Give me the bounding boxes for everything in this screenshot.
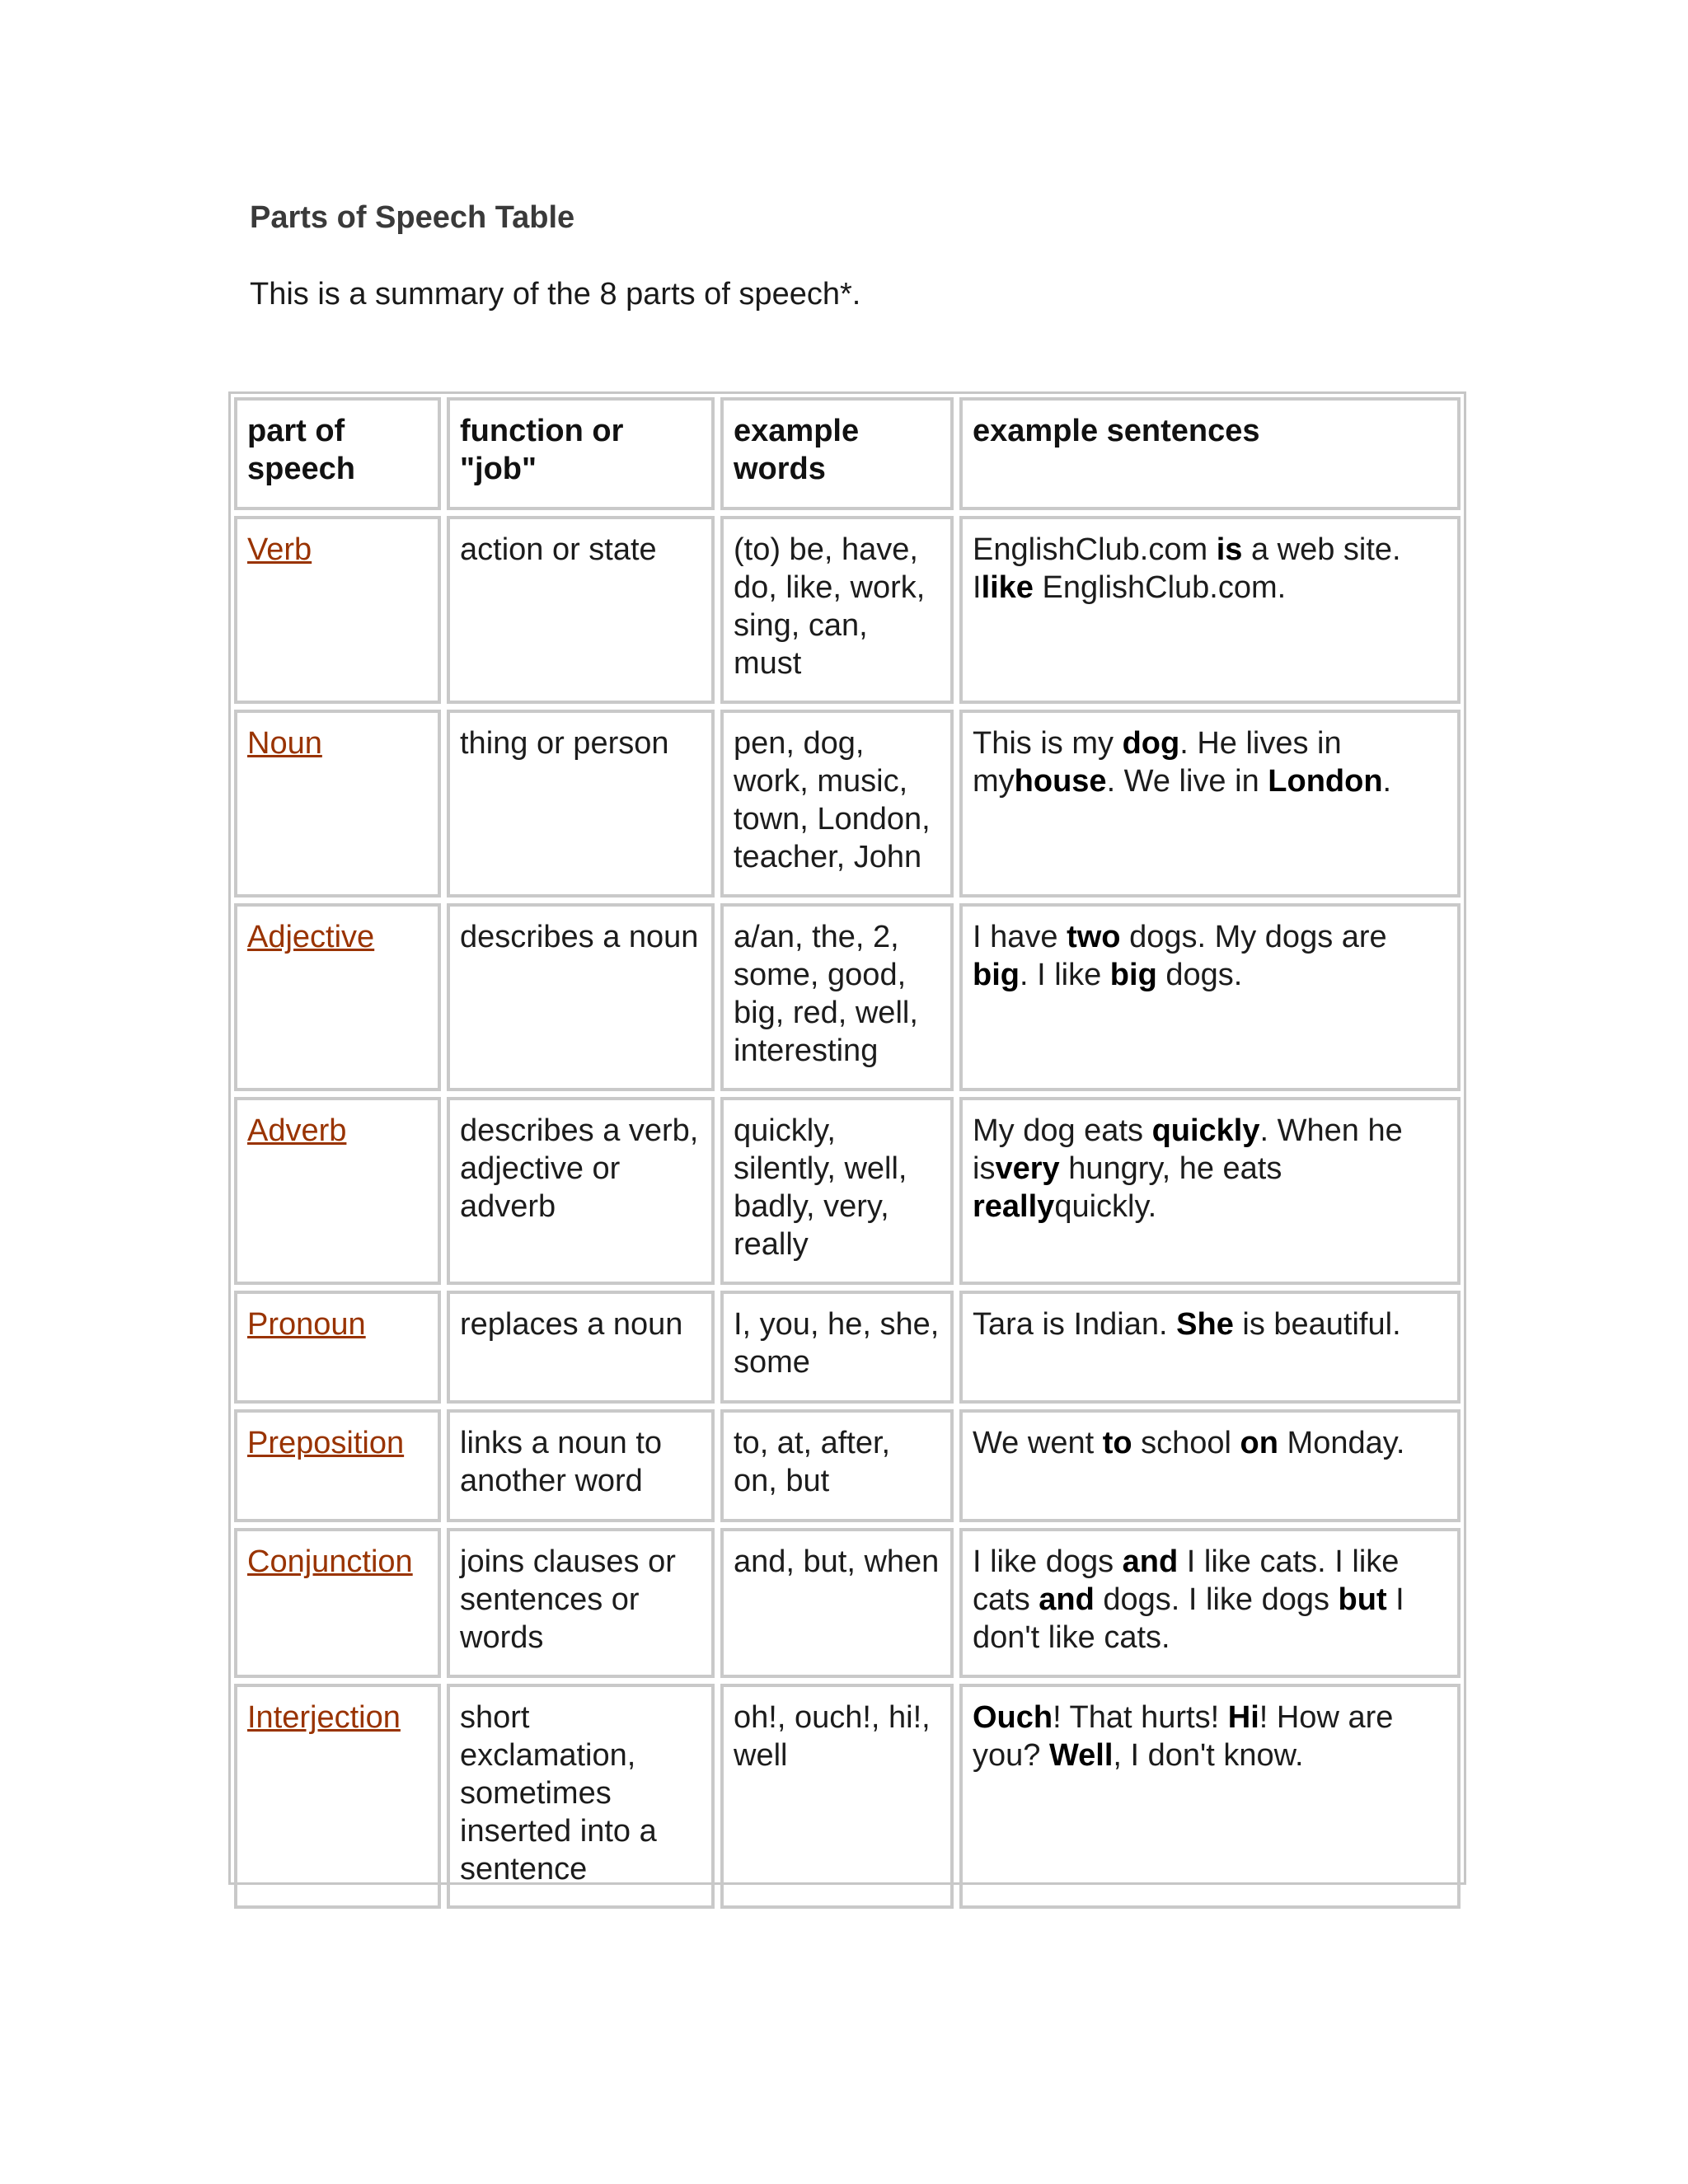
part-of-speech-link[interactable]: Adverb bbox=[247, 1113, 347, 1148]
parts-of-speech-table bbox=[228, 391, 1466, 1915]
example-words-cell: quickly, silently, well, badly, very, really bbox=[720, 1097, 954, 1285]
highlighted-word: and bbox=[1122, 1544, 1179, 1579]
highlighted-word: big bbox=[973, 958, 1020, 992]
part-of-speech-link[interactable]: Interjection bbox=[247, 1700, 401, 1735]
highlighted-word: but bbox=[1338, 1582, 1387, 1617]
sentence-text: . When he is bbox=[973, 1113, 1403, 1186]
example-words-cell: (to) be, have, do, like, work, sing, can, must bbox=[720, 516, 954, 704]
part-of-speech-cell bbox=[234, 516, 441, 704]
part-of-speech-link[interactable]: Conjunction bbox=[247, 1544, 413, 1579]
header-function: function or "job" bbox=[447, 397, 715, 510]
sentence-text: EnglishClub.com bbox=[973, 532, 1217, 567]
function-cell: short exclamation, sometimes inserted into a sentence bbox=[447, 1684, 715, 1909]
highlighted-word: Ouch bbox=[973, 1700, 1053, 1735]
highlighted-word: really bbox=[973, 1189, 1055, 1224]
sentence-text: My dog eats bbox=[973, 1113, 1152, 1148]
part-of-speech-cell bbox=[234, 1528, 441, 1678]
highlighted-word: two bbox=[1067, 920, 1121, 954]
example-sentences-cell bbox=[959, 1291, 1461, 1404]
part-of-speech-cell bbox=[234, 1097, 441, 1285]
example-words-cell: and, but, when bbox=[720, 1528, 954, 1678]
sentence-text: ! That hurts! bbox=[1053, 1700, 1228, 1735]
table-header-row bbox=[234, 397, 1461, 510]
part-of-speech-cell bbox=[234, 710, 441, 898]
example-sentences-cell bbox=[959, 1097, 1461, 1285]
sentence-text: school bbox=[1132, 1426, 1240, 1460]
highlighted-word: dog bbox=[1122, 726, 1180, 761]
sentence-text: , I don't know. bbox=[1113, 1738, 1304, 1773]
part-of-speech-link[interactable]: Preposition bbox=[247, 1426, 405, 1460]
sentence-text: I like cats. I like cats bbox=[973, 1544, 1400, 1617]
part-of-speech-cell bbox=[234, 1291, 441, 1404]
highlighted-word: Well bbox=[1048, 1738, 1114, 1773]
part-of-speech-link[interactable]: Verb bbox=[247, 532, 312, 567]
highlighted-word: and bbox=[1039, 1582, 1095, 1617]
table-row bbox=[234, 710, 1461, 898]
highlighted-word: like bbox=[981, 570, 1034, 605]
example-words-cell: I, you, he, she, some bbox=[720, 1291, 954, 1404]
part-of-speech-link[interactable]: Adjective bbox=[247, 920, 375, 954]
part-of-speech-link[interactable]: Pronoun bbox=[247, 1307, 366, 1342]
example-sentences-cell bbox=[959, 1409, 1461, 1522]
table-row bbox=[234, 516, 1461, 704]
example-words-cell: to, at, after, on, but bbox=[720, 1409, 954, 1522]
table-body bbox=[234, 516, 1461, 1909]
function-cell: thing or person bbox=[447, 710, 715, 898]
sentence-text: . I like bbox=[1019, 958, 1110, 992]
intro-text: This is a summary of the 8 parts of speech*. bbox=[250, 277, 861, 312]
sentence-text: I don't like cats. bbox=[973, 1582, 1404, 1655]
function-cell: describes a noun bbox=[447, 903, 715, 1091]
table-row bbox=[234, 1528, 1461, 1678]
highlighted-word: London bbox=[1268, 764, 1383, 799]
header-part-of-speech: part of speech bbox=[234, 397, 441, 510]
table-row bbox=[234, 1097, 1461, 1285]
sentence-text: dogs. bbox=[1156, 958, 1243, 992]
part-of-speech-cell bbox=[234, 1684, 441, 1909]
table-row bbox=[234, 1684, 1461, 1909]
sentence-text: Monday. bbox=[1278, 1426, 1405, 1460]
table-row bbox=[234, 1409, 1461, 1522]
highlighted-word: is bbox=[1216, 532, 1243, 567]
table-row bbox=[234, 1291, 1461, 1404]
example-sentences-cell bbox=[959, 903, 1461, 1091]
sentence-text: . We live in bbox=[1106, 764, 1268, 799]
function-cell: links a noun to another word bbox=[447, 1409, 715, 1522]
function-cell: action or state bbox=[447, 516, 715, 704]
highlighted-word: big bbox=[1109, 958, 1157, 992]
example-words-cell: pen, dog, work, music, town, London, teacher, John bbox=[720, 710, 954, 898]
parts-of-speech-table-frame bbox=[228, 391, 1466, 1885]
sentence-text: . He lives in my bbox=[973, 726, 1342, 799]
function-cell: describes a verb, adjective or adverb bbox=[447, 1097, 715, 1285]
part-of-speech-cell bbox=[234, 1409, 441, 1522]
example-sentences-cell bbox=[959, 1684, 1461, 1909]
highlighted-word: quickly bbox=[1151, 1113, 1260, 1148]
function-cell: joins clauses or sentences or words bbox=[447, 1528, 715, 1678]
sentence-text: a web site. bbox=[1242, 532, 1401, 567]
sentence-text: We went bbox=[973, 1426, 1103, 1460]
highlighted-word: very bbox=[995, 1151, 1060, 1186]
part-of-speech-link[interactable]: Noun bbox=[247, 726, 322, 761]
sentence-text: hungry, he eats bbox=[1059, 1151, 1282, 1186]
example-sentences-cell bbox=[959, 710, 1461, 898]
sentence-text: Tara is Indian. bbox=[973, 1307, 1177, 1342]
highlighted-word: on bbox=[1240, 1426, 1278, 1460]
sentence-text: dogs. My dogs are bbox=[1120, 920, 1387, 954]
highlighted-word: She bbox=[1176, 1307, 1234, 1342]
highlighted-word: Hi bbox=[1227, 1700, 1259, 1735]
sentence-text: I like dogs bbox=[973, 1544, 1123, 1579]
example-sentences-cell bbox=[959, 516, 1461, 704]
highlighted-word: house bbox=[1014, 764, 1107, 799]
page-title: Parts of Speech Table bbox=[250, 200, 575, 235]
sentence-text: I bbox=[973, 570, 982, 605]
header-example-sentences: example sentences bbox=[959, 397, 1461, 510]
highlighted-word: to bbox=[1102, 1426, 1132, 1460]
sentence-text: This is my bbox=[973, 726, 1123, 761]
example-words-cell: a/an, the, 2, some, good, big, red, well, interesting bbox=[720, 903, 954, 1091]
example-sentences-cell bbox=[959, 1528, 1461, 1678]
function-cell: replaces a noun bbox=[447, 1291, 715, 1404]
part-of-speech-cell bbox=[234, 903, 441, 1091]
table-row bbox=[234, 903, 1461, 1091]
sentence-text: I have bbox=[973, 920, 1067, 954]
sentence-text: is beautiful. bbox=[1233, 1307, 1401, 1342]
sentence-text: . bbox=[1382, 764, 1392, 799]
sentence-text: EnglishClub.com. bbox=[1033, 570, 1287, 605]
sentence-text: dogs. I like dogs bbox=[1094, 1582, 1339, 1617]
sentence-text: ! How are you? bbox=[973, 1700, 1394, 1773]
example-words-cell: oh!, ouch!, hi!, well bbox=[720, 1684, 954, 1909]
sentence-text: quickly. bbox=[1054, 1189, 1157, 1224]
header-example-words: example words bbox=[720, 397, 954, 510]
